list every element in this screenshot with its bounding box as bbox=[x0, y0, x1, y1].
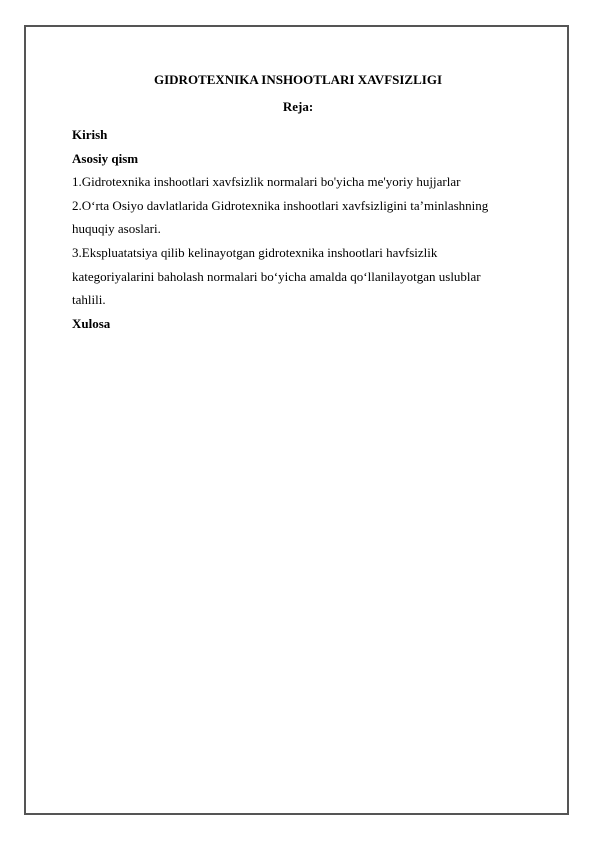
plan-item-1: 1.Gidrotexnika inshootlari xavfsizlik normalari bo'yicha me'yoriy hujjarlar bbox=[72, 174, 461, 190]
plan-item-3-line-3: tahlili. bbox=[72, 292, 106, 308]
plan-item-3-line-2: kategoriyalarini baholash normalari bo‘yicha amalda qo‘llanilayotgan uslublar bbox=[72, 268, 481, 284]
conclusion-heading: Xulosa bbox=[72, 315, 111, 331]
intro-heading: Kirish bbox=[72, 127, 108, 142]
plan-item-2-line-2: huquqiy asoslari. bbox=[72, 221, 161, 237]
plan-item-2-line-1: 2.O‘rta Osiyo davlatlarida Gidrotexnika inshootlari xavfsizligini ta’minlashning bbox=[72, 197, 489, 213]
plan-item-3-line-1: 3.Ekspluatatsiya qilib kelinayotgan gidrotexnika inshootlari havfsizlik bbox=[72, 244, 438, 260]
plan-heading: Reja: bbox=[282, 99, 314, 114]
plan-list bbox=[72, 123, 532, 335]
document-title: GIDROTEXNIKA INSHOOTLARI XAVFSIZLIGI bbox=[154, 72, 442, 87]
main-part-heading: Asosiy qism bbox=[72, 150, 139, 166]
